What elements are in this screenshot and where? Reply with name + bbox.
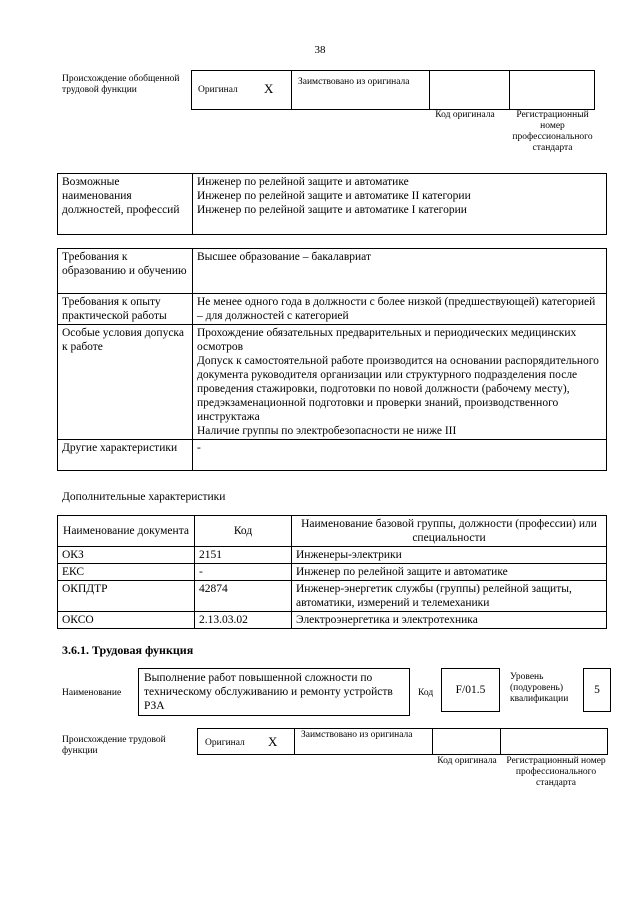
origin-label: Происхождение обобщенной трудовой функции <box>62 74 180 95</box>
special-list <box>193 325 607 440</box>
original-mark: X <box>264 81 274 96</box>
reg-caption: Регистрационный номер профессионального стандарта <box>506 756 606 788</box>
table-row <box>58 581 607 612</box>
divider <box>500 728 501 755</box>
origin-table <box>191 70 595 110</box>
special-label: Особые условия допуска к работе <box>58 325 193 440</box>
additional-title: Дополнительные характеристики <box>62 491 226 503</box>
positions-table <box>57 173 607 235</box>
code-caption: Код оригинала <box>435 110 495 120</box>
header-code: Код <box>195 516 292 547</box>
name-value: Выполнение работ повышенной сложности по техническому обслуживанию и ремонту устройств РЗА <box>138 668 410 716</box>
experience-value: Не менее одного года в должности с более низкой (предшествующей) категорией – для должностей с категорией <box>193 294 607 325</box>
positions-list <box>193 174 607 235</box>
table-row <box>58 547 607 564</box>
other-value: - <box>193 440 607 471</box>
additional-table <box>57 515 607 629</box>
divider <box>294 728 295 755</box>
origin-table <box>197 728 608 755</box>
divider <box>432 728 433 755</box>
name-label: Наименование <box>62 688 122 698</box>
cell-name: Инженеры-электрики <box>292 547 607 564</box>
divider <box>291 70 292 110</box>
borrowed-label: Заимствовано из оригинала <box>301 730 413 740</box>
experience-label: Требования к опыту практической работы <box>58 294 193 325</box>
requirements-table <box>57 248 607 471</box>
education-value: Высшее образование – бакалавриат <box>193 249 607 294</box>
origin-label: Происхождение трудовой функции <box>62 735 166 756</box>
divider <box>429 70 430 110</box>
divider <box>509 70 510 110</box>
original-mark: X <box>268 734 278 749</box>
cell-document: ОКЗ <box>58 547 195 564</box>
cell-document: ОКПДТР <box>58 581 195 612</box>
code-caption: Код оригинала <box>437 756 497 766</box>
cell-code: 42874 <box>195 581 292 612</box>
cell-name: Инженер-энергетик службы (группы) релейной защиты, автоматики, измерений и телемеханики <box>292 581 607 612</box>
code-label: Код <box>418 688 434 698</box>
cell-name: Инженер по релейной защите и автоматике <box>292 564 607 581</box>
cell-document: ОКСО <box>58 612 195 629</box>
page-number: 38 <box>314 44 326 56</box>
special-item: Наличие группы по электробезопасности не ниже III <box>197 425 457 437</box>
level-label: Уровень (подуровень) квалификации <box>510 672 569 704</box>
table-row <box>58 564 607 581</box>
header-name: Наименование базовой группы, должности (профессии) или специальности <box>292 516 607 547</box>
original-label: Оригинал <box>205 738 245 748</box>
original-label: Оригинал <box>198 85 238 95</box>
cell-document: ЕКС <box>58 564 195 581</box>
other-label: Другие характеристики <box>58 440 193 471</box>
header-document: Наименование документа <box>58 516 195 547</box>
position-item: Инженер по релейной защите и автоматике <box>197 176 409 188</box>
cell-code: 2151 <box>195 547 292 564</box>
position-item: Инженер по релейной защите и автоматике I категории <box>197 204 467 216</box>
position-item: Инженер по релейной защите и автоматике II категории <box>197 190 471 202</box>
table-row <box>58 612 607 629</box>
reg-caption: Регистрационный номер профессионального стандарта <box>512 110 593 153</box>
function-heading: 3.6.1. Трудовая функция <box>62 643 194 657</box>
special-item: Прохождение обязательных предварительных и периодических медицинских осмотров <box>197 327 577 353</box>
level-value: 5 <box>583 668 611 712</box>
cell-name: Электроэнергетика и электротехника <box>292 612 607 629</box>
borrowed-label: Заимствовано из оригинала <box>298 77 410 87</box>
special-item: Допуск к самостоятельной работе производится на основании распорядительного документа руководителя организации или структурного подразделения после проведения стажировки, подготовки по новой должности (рабочему месту), предэкзаменационной подготовки и проверки знаний, производственного инструктажа <box>197 355 599 423</box>
positions-label: Возможные наименования должностей, профессий <box>58 174 193 235</box>
cell-code: - <box>195 564 292 581</box>
code-value: F/01.5 <box>441 668 500 712</box>
cell-code: 2.13.03.02 <box>195 612 292 629</box>
education-label: Требования к образованию и обучению <box>58 249 193 294</box>
